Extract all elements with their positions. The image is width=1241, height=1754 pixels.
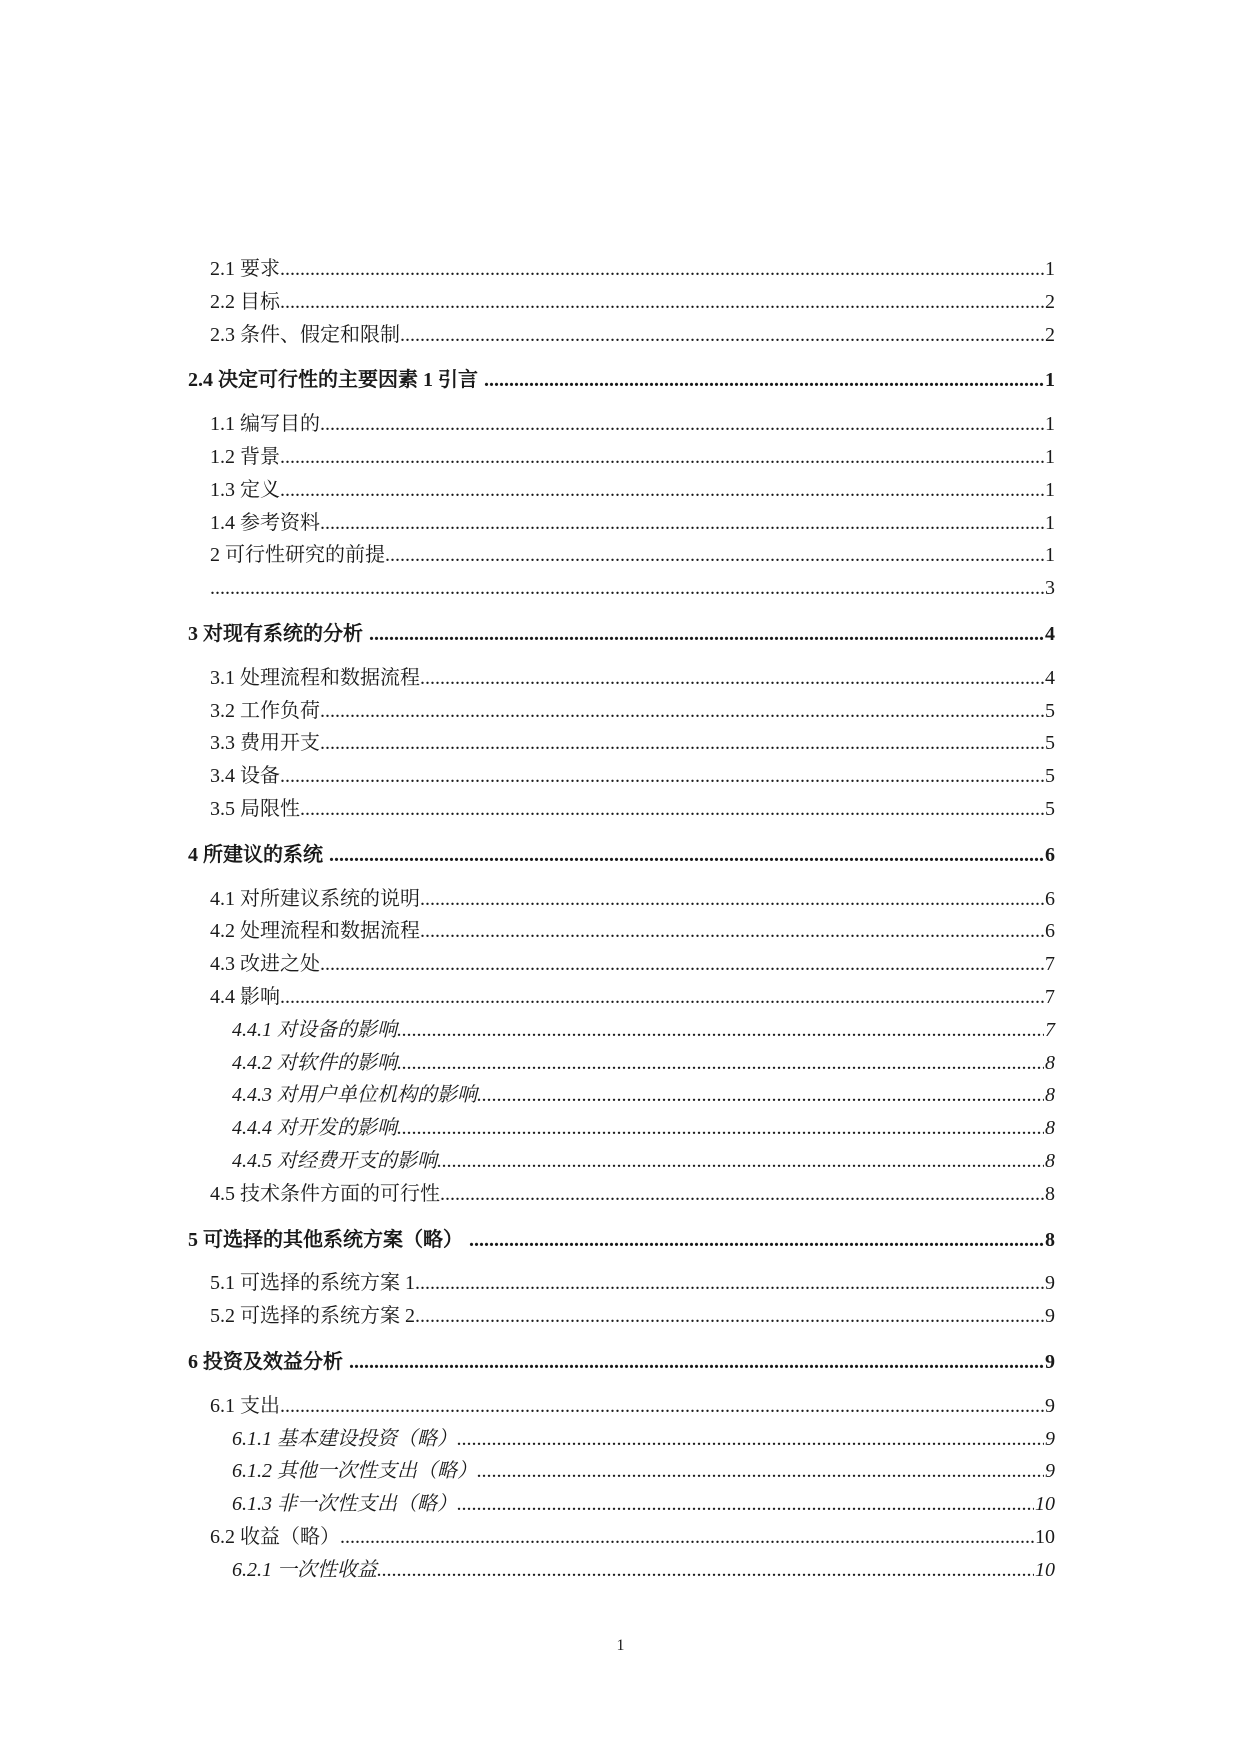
toc-section-entry bbox=[188, 1521, 1055, 1554]
dot-leader bbox=[280, 760, 1044, 793]
dot-leader bbox=[477, 1079, 1044, 1112]
toc-entry-page: 1 bbox=[1045, 445, 1055, 468]
toc-chapter-entry bbox=[188, 1346, 1055, 1379]
toc-entry-page: 6 bbox=[1045, 843, 1055, 866]
toc-subsection-entry bbox=[188, 1488, 1055, 1521]
toc-chapter-entry bbox=[188, 364, 1055, 397]
toc-entry-label: 2 可行性研究的前提 bbox=[210, 544, 385, 567]
dot-leader bbox=[210, 572, 1044, 605]
toc-entry-page: 6 bbox=[1045, 887, 1055, 910]
dot-leader bbox=[397, 1112, 1044, 1145]
toc-subsection-entry bbox=[188, 1014, 1055, 1047]
toc-entry-page: 9 bbox=[1045, 1350, 1055, 1373]
dot-leader bbox=[329, 839, 1044, 872]
toc-entry-page: 1 bbox=[1045, 478, 1055, 501]
toc-entry-page: 9 bbox=[1045, 1427, 1055, 1450]
dot-leader bbox=[280, 441, 1044, 474]
toc-entry-label: 6 投资及效益分析 bbox=[188, 1350, 343, 1373]
toc-entry-label: 5.2 可选择的系统方案 2 bbox=[210, 1305, 415, 1328]
toc-entry-page: 6 bbox=[1045, 920, 1055, 943]
toc-entry-label: 5.1 可选择的系统方案 1 bbox=[210, 1272, 415, 1295]
toc-entry-page: 8 bbox=[1045, 1051, 1055, 1074]
toc-entry-page: 4 bbox=[1045, 666, 1055, 689]
toc-entry-page: 8 bbox=[1045, 1228, 1055, 1251]
toc-subsection-entry bbox=[188, 1423, 1055, 1456]
toc-entry-label: 6.1.3 非一次性支出（略） bbox=[232, 1493, 457, 1516]
toc-section-entry bbox=[188, 1178, 1055, 1211]
toc-entry-label: 4.4.1 对设备的影响 bbox=[232, 1018, 397, 1041]
toc-entry-label: 6.1 支出 bbox=[210, 1394, 280, 1417]
toc-entry-page: 8 bbox=[1045, 1149, 1055, 1172]
toc-entry-label: 4.1 对所建议系统的说明 bbox=[210, 887, 420, 910]
toc-entry-page: 5 bbox=[1045, 699, 1055, 722]
toc-entry-label: 6.2.1 一次性收益 bbox=[232, 1558, 377, 1581]
toc-section-entry bbox=[188, 286, 1055, 319]
dot-leader bbox=[397, 1014, 1044, 1047]
toc-section-entry bbox=[188, 662, 1055, 695]
toc-entry-label: 3.2 工作负荷 bbox=[210, 699, 320, 722]
toc-entry-label: 4.2 处理流程和数据流程 bbox=[210, 920, 420, 943]
toc-section-entry bbox=[188, 319, 1055, 352]
toc-entry-label: 1.1 编写目的 bbox=[210, 413, 320, 436]
dot-leader bbox=[340, 1521, 1034, 1554]
toc-subsection-entry bbox=[188, 1079, 1055, 1112]
dot-leader bbox=[280, 286, 1044, 319]
dot-leader bbox=[484, 364, 1044, 397]
toc-entry-page: 1 bbox=[1045, 258, 1055, 280]
toc-entry-page: 9 bbox=[1045, 1272, 1055, 1295]
toc-subsection-entry bbox=[188, 1455, 1055, 1488]
dot-leader bbox=[457, 1423, 1044, 1456]
dot-leader bbox=[280, 981, 1044, 1014]
dot-leader bbox=[440, 1178, 1044, 1211]
toc-section-entry bbox=[188, 981, 1055, 1014]
dot-leader bbox=[320, 507, 1044, 540]
toc-entry-label: 4 所建议的系统 bbox=[188, 843, 323, 866]
toc-entry-label: 4.4.2 对软件的影响 bbox=[232, 1051, 397, 1074]
dot-leader bbox=[437, 1145, 1044, 1178]
toc-subsection-entry bbox=[188, 1554, 1055, 1587]
toc-entry-page: 9 bbox=[1045, 1305, 1055, 1328]
toc-section-entry bbox=[188, 572, 1055, 605]
toc-entry-label: 3.4 设备 bbox=[210, 765, 280, 788]
toc-entry-page: 1 bbox=[1045, 413, 1055, 436]
dot-leader bbox=[420, 883, 1044, 916]
dot-leader bbox=[477, 1455, 1044, 1488]
toc-entry-page: 10 bbox=[1035, 1525, 1055, 1548]
toc-entry-label: 4.4.3 对用户单位机构的影响 bbox=[232, 1084, 477, 1107]
toc-entry-page: 1 bbox=[1045, 369, 1055, 392]
dot-leader bbox=[280, 1390, 1044, 1423]
toc-section-entry bbox=[188, 253, 1055, 286]
toc-section-entry bbox=[188, 1300, 1055, 1333]
toc-section-entry bbox=[188, 695, 1055, 728]
dot-leader bbox=[415, 1267, 1044, 1300]
toc-entry-label: 3.3 费用开支 bbox=[210, 732, 320, 755]
toc-entry-page: 8 bbox=[1045, 1182, 1055, 1205]
toc-section-entry bbox=[188, 1390, 1055, 1423]
toc-section-entry bbox=[188, 539, 1055, 572]
toc-entry-label: 2.3 条件、假定和限制 bbox=[210, 323, 400, 346]
toc-chapter-entry bbox=[188, 618, 1055, 651]
toc-entry-label: 4.4.5 对经费开支的影响 bbox=[232, 1149, 437, 1172]
toc-entry-label: 6.2 收益（略） bbox=[210, 1525, 340, 1548]
dot-leader bbox=[397, 1047, 1044, 1080]
toc-section-entry bbox=[188, 1267, 1055, 1300]
toc-section-entry bbox=[188, 948, 1055, 981]
toc-entry-page: 8 bbox=[1045, 1117, 1055, 1140]
toc-entry-page: 1 bbox=[1045, 544, 1055, 567]
toc-section-entry bbox=[188, 760, 1055, 793]
toc-subsection-entry bbox=[188, 1112, 1055, 1145]
dot-leader bbox=[415, 1300, 1044, 1333]
toc-entry-label: 1.2 背景 bbox=[210, 445, 280, 468]
toc-entry-page: 10 bbox=[1035, 1558, 1055, 1581]
toc-entry-page: 2 bbox=[1045, 323, 1055, 346]
toc-entry-page: 10 bbox=[1035, 1493, 1055, 1516]
toc-entry-page: 7 bbox=[1045, 1018, 1055, 1041]
dot-leader bbox=[320, 727, 1044, 760]
toc-entry-label: 3.1 处理流程和数据流程 bbox=[210, 666, 420, 689]
toc-section-entry bbox=[188, 727, 1055, 760]
toc-entry-page: 9 bbox=[1045, 1460, 1055, 1483]
toc-entry-label: 1.3 定义 bbox=[210, 478, 280, 501]
toc-entry-label: 2.1 要求 bbox=[210, 258, 280, 280]
dot-leader bbox=[349, 1346, 1044, 1379]
toc-entry-page: 9 bbox=[1045, 1394, 1055, 1417]
dot-leader bbox=[420, 915, 1044, 948]
toc-entry-label: 3.5 局限性 bbox=[210, 797, 300, 820]
toc-subsection-entry bbox=[188, 1145, 1055, 1178]
dot-leader bbox=[377, 1554, 1034, 1587]
toc-entry-page: 5 bbox=[1045, 765, 1055, 788]
toc-entry-page: 7 bbox=[1045, 985, 1055, 1008]
dot-leader bbox=[320, 695, 1044, 728]
toc-section-entry bbox=[188, 883, 1055, 916]
page-number: 1 bbox=[616, 1637, 625, 1654]
toc-entry-label: 4.3 改进之处 bbox=[210, 953, 320, 976]
toc-entry-label: 6.1.2 其他一次性支出（略） bbox=[232, 1460, 477, 1483]
toc-entry-label: 4.4 影响 bbox=[210, 985, 280, 1008]
dot-leader bbox=[320, 408, 1044, 441]
toc-section-entry bbox=[188, 915, 1055, 948]
toc-entry-label: 4.5 技术条件方面的可行性 bbox=[210, 1182, 440, 1205]
toc-entry-label: 3 对现有系统的分析 bbox=[188, 622, 363, 645]
toc-entry-page: 5 bbox=[1045, 797, 1055, 820]
toc-entry-page: 2 bbox=[1045, 290, 1055, 313]
toc-section-entry bbox=[188, 507, 1055, 540]
toc-entry-label: 4.4.4 对开发的影响 bbox=[232, 1117, 397, 1140]
toc-entry-label: 1.4 参考资料 bbox=[210, 511, 320, 534]
toc-entry-label: 5 可选择的其他系统方案（略） bbox=[188, 1228, 463, 1251]
toc-section-entry bbox=[188, 441, 1055, 474]
dot-leader bbox=[385, 539, 1044, 572]
toc-entry-page: 4 bbox=[1045, 622, 1055, 645]
dot-leader bbox=[400, 319, 1044, 352]
toc-entry-label: 6.1.1 基本建设投资（略） bbox=[232, 1427, 457, 1450]
toc-subsection-entry bbox=[188, 1047, 1055, 1080]
toc-entry-label: 2.2 目标 bbox=[210, 290, 280, 313]
dot-leader bbox=[457, 1488, 1034, 1521]
toc-section-entry bbox=[188, 408, 1055, 441]
toc-section-entry bbox=[188, 793, 1055, 826]
dot-leader bbox=[369, 618, 1044, 651]
dot-leader bbox=[469, 1224, 1044, 1257]
table-of-contents bbox=[188, 253, 1055, 1586]
dot-leader bbox=[280, 253, 1044, 286]
toc-entry-page: 5 bbox=[1045, 732, 1055, 755]
dot-leader bbox=[320, 948, 1044, 981]
toc-chapter-entry bbox=[188, 1224, 1055, 1257]
toc-chapter-entry bbox=[188, 839, 1055, 872]
toc-entry-page: 1 bbox=[1045, 511, 1055, 534]
dot-leader bbox=[300, 793, 1044, 826]
toc-entry-label: 2.4 决定可行性的主要因素 1 引言 bbox=[188, 369, 478, 392]
toc-entry-page: 8 bbox=[1045, 1084, 1055, 1107]
toc-entry-page: 3 bbox=[1045, 577, 1055, 600]
dot-leader bbox=[280, 474, 1044, 507]
toc-section-entry bbox=[188, 474, 1055, 507]
toc-entry-page: 7 bbox=[1045, 953, 1055, 976]
dot-leader bbox=[420, 662, 1044, 695]
